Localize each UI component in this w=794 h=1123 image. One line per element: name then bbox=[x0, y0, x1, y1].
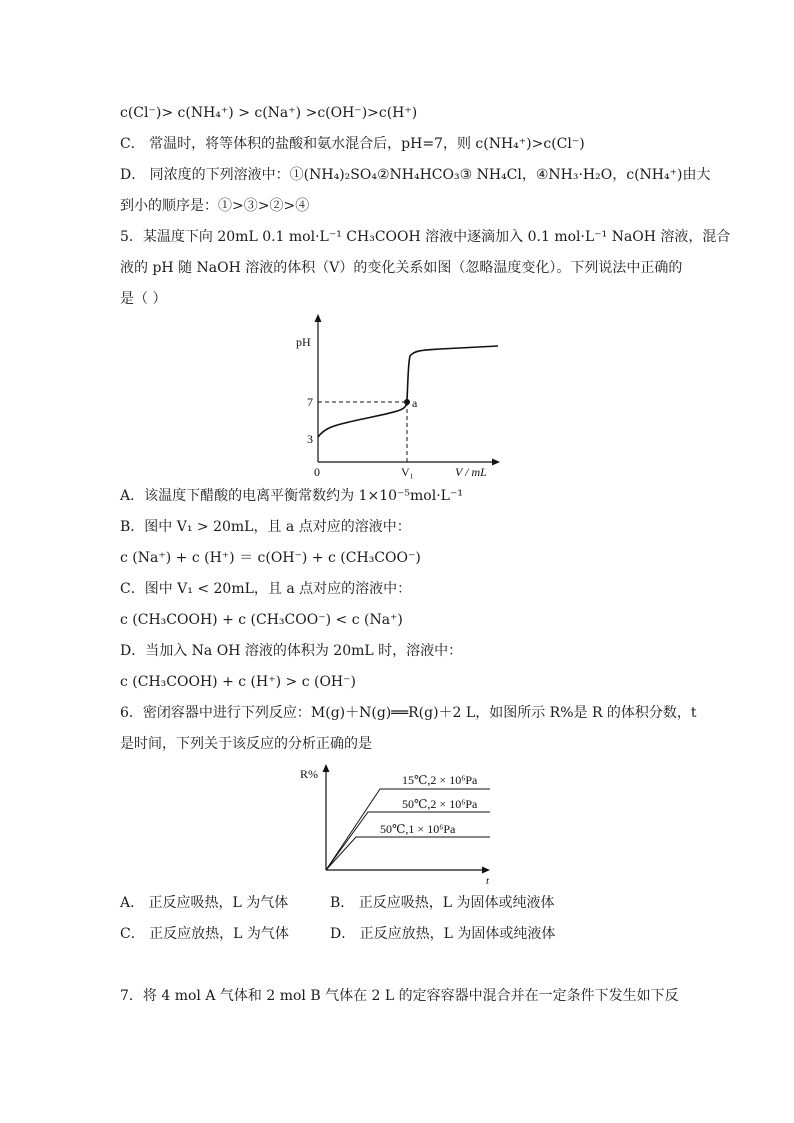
series-15c-2e6-label: 15℃,2 × 10⁶Pa bbox=[402, 773, 478, 787]
option-b-q6: B． 正反应吸热，L 为固体或纯液体 bbox=[330, 895, 555, 911]
option-d-q5: D．当加入 Na OH 溶液的体积为 20mL 时，溶液中： bbox=[120, 643, 463, 659]
q6-options-row-2 bbox=[120, 924, 555, 944]
question-7-stem: 7．将 4 mol A 气体和 2 mol B 气体在 2 L 的定容容器中混合并在一定条件下发生如下反 bbox=[120, 988, 679, 1004]
option-d-q4: D． 同浓度的下列溶液中：①(NH₄)₂SO₄②NH₄HCO₃③ NH₄Cl，④NH₃·H₂O，c(NH₄⁺)由大 bbox=[120, 167, 711, 183]
y-axis-arrow bbox=[323, 764, 330, 772]
question-6-stem-2: 是时间，下列关于该反应的分析正确的是 bbox=[120, 736, 372, 752]
point-a bbox=[404, 399, 410, 405]
tick-7-label: 7 bbox=[307, 395, 313, 409]
point-a-label: a bbox=[412, 396, 418, 410]
origin-label: 0 bbox=[314, 465, 320, 479]
y-axis-arrow bbox=[315, 314, 322, 322]
option-b-q5: B．图中 V₁ > 20mL，且 a 点对应的溶液中： bbox=[120, 519, 411, 535]
series-50c-2e6-label: 50℃,2 × 10⁶Pa bbox=[402, 797, 478, 811]
titration-figure bbox=[290, 312, 510, 482]
question-6-stem-1: 6．密闭容器中进行下列反应：M(g)＋N(g)══R(g)＋2 L，如图所示 R%是 R 的体积分数，t bbox=[120, 705, 697, 721]
series-50c-2e6-line bbox=[326, 812, 490, 870]
text-line-1: c(Cl⁻)> c(NH₄⁺) > c(Na⁺) >c(OH⁻)>c(H⁺) bbox=[120, 105, 418, 121]
question-5-stem-1: 5．某温度下向 20mL 0.1 mol·L⁻¹ CH₃COOH 溶液中逐滴加入 0.1 mol·L⁻¹ NaOH 溶液，混合 bbox=[120, 229, 731, 245]
q6-options-row-1 bbox=[120, 893, 555, 913]
r-percent-figure bbox=[296, 758, 496, 888]
option-d-q5-eq: c (CH₃COOH) + c (H⁺) > c (OH⁻) bbox=[120, 674, 356, 690]
y-axis-label: pH bbox=[296, 335, 311, 349]
titration-curve bbox=[318, 346, 498, 437]
option-c-q5: C．图中 V₁ < 20mL，且 a 点对应的溶液中： bbox=[120, 581, 412, 597]
option-a-q6: A． 正反应吸热，L 为气体 bbox=[120, 895, 289, 911]
option-b-q5-eq: c (Na⁺) + c (H⁺) ＝ c(OH⁻) + c (CH₃COO⁻) bbox=[120, 550, 421, 566]
x-axis-arrow bbox=[492, 459, 500, 466]
x-axis-arrow bbox=[482, 867, 490, 874]
x-axis-label: V / mL bbox=[455, 465, 487, 479]
series-50c-1e6-line bbox=[326, 837, 490, 870]
tick-3-label: 3 bbox=[307, 432, 313, 446]
option-c-q6: C． 正反应放热，L 为气体 bbox=[120, 926, 289, 942]
option-c-q5-eq: c (CH₃COOH) + c (CH₃COO⁻) < c (Na⁺) bbox=[120, 612, 403, 628]
option-a-q5: A．该温度下醋酸的电离平衡常数约为 1×10⁻⁵mol·L⁻¹ bbox=[120, 488, 463, 504]
question-5-stem-3: 是（ ） bbox=[120, 291, 167, 307]
question-5-stem-2: 液的 pH 随 NaOH 溶液的体积（V）的变化关系如图（忽略温度变化）。下列说法中正确的 bbox=[120, 260, 683, 276]
tick-v1-label: V₁ bbox=[401, 465, 414, 479]
option-d-q6: D． 正反应放热，L 为固体或纯液体 bbox=[330, 926, 556, 942]
y-axis-label: R% bbox=[300, 767, 318, 781]
option-c-q4: C． 常温时，将等体积的盐酸和氨水混合后，pH=7，则 c(NH₄⁺)>c(Cl⁻) bbox=[120, 136, 585, 152]
x-axis-label: t bbox=[486, 875, 490, 887]
series-50c-1e6-label: 50℃,1 × 10⁶Pa bbox=[380, 822, 456, 836]
option-d-q4-cont: 到小的顺序是：①>③>②>④ bbox=[120, 198, 310, 214]
